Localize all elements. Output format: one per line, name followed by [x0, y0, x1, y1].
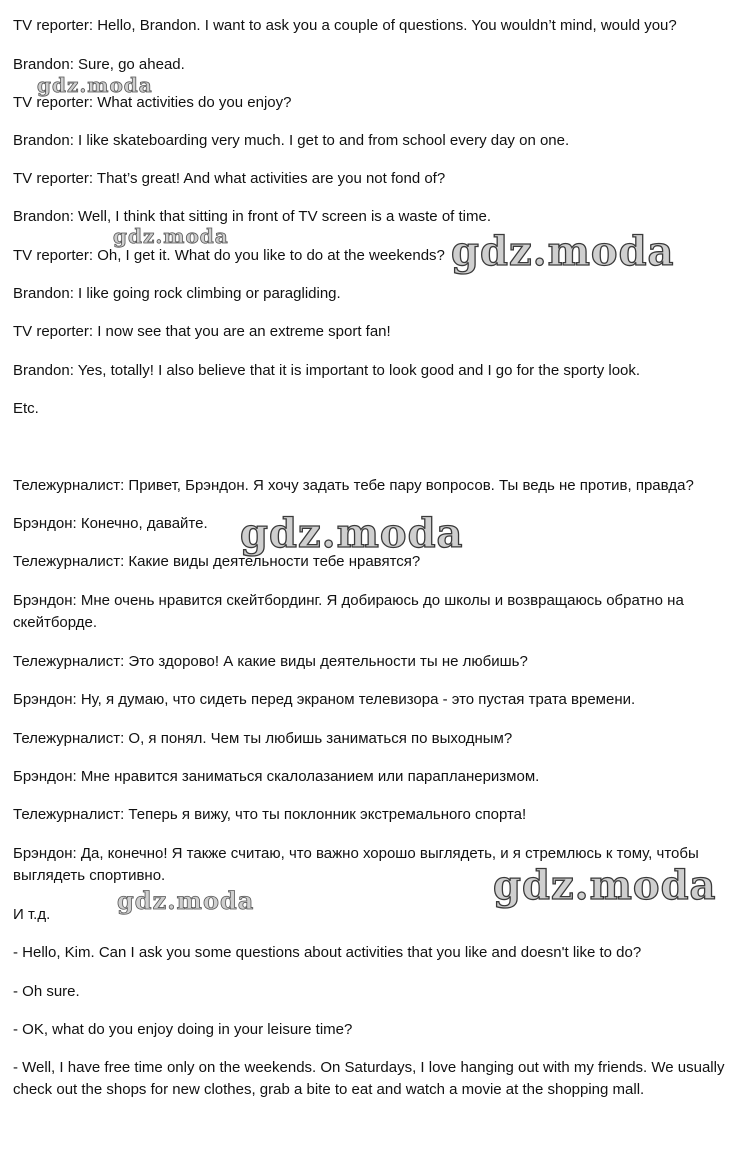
dialogue-line-ru-7: Тележурналист: О, я понял. Чем ты любишь заниматься по выходным? [13, 730, 513, 747]
dialogue-line-kim-2: - Oh sure. [13, 983, 80, 1000]
dialogue-line-ru-10: Брэндон: Да, конечно! Я также считаю, что важно хорошо выглядеть, и я стремлюсь к тому, чтобы выглядеть спортивно. [13, 845, 699, 884]
dialogue-line-ru-9: Тележурналист: Теперь я вижу, что ты поклонник экстремального спорта! [13, 806, 527, 823]
dialogue-line-ru-6: Брэндон: Ну, я думаю, что сидеть перед экраном телевизора - это пустая трата времени. [13, 691, 636, 708]
dialogue-line-kim-4: - Well, I have free time only on the weekends. On Saturdays, I love hanging out with my friends. We usually check out the shops for new clothes, grab a bite to eat and watch a movie at the shopping mall. [13, 1059, 725, 1098]
dialogue-line-en-4: Brandon: I like skateboarding very much. I get to and from school every day on one. [13, 132, 570, 149]
dialogue-line-en-8: Brandon: I like going rock climbing or paragliding. [13, 285, 341, 302]
watermark-logo: gdz.moda [493, 862, 717, 909]
watermark-logo: gdz.moda [37, 73, 153, 97]
dialogue-line-ru-2: Брэндон: Конечно, давайте. [13, 515, 208, 532]
dialogue-line-ru-5: Тележурналист: Это здорово! А какие виды деятельности ты не любишь? [13, 653, 528, 670]
watermark-logo: gdz.moda [451, 228, 675, 275]
dialogue-line-ru-8: Брэндон: Мне нравится заниматься скалолазанием или парапланеризмом. [13, 768, 540, 785]
dialogue-line-en-3: TV reporter: What activities do you enjoy? [13, 94, 292, 111]
dialogue-line-kim-1: - Hello, Kim. Can I ask you some questions about activities that you like and doesn't like to do? [13, 944, 642, 961]
dialogue-line-en-9: TV reporter: I now see that you are an extreme sport fan! [13, 323, 391, 340]
watermark-logo: gdz.moda [117, 886, 255, 915]
dialogue-line-en-7: TV reporter: Oh, I get it. What do you like to do at the weekends? [13, 247, 445, 264]
watermark-logo: gdz.moda [113, 224, 229, 248]
watermark-logo: gdz.moda [240, 510, 464, 557]
dialogue-line-ru-4: Брэндон: Мне очень нравится скейтбординг. Я добираюсь до школы и возвращаюсь обратно на скейтборде. [13, 592, 684, 631]
dialogue-line-en-5: TV reporter: That’s great! And what activities are you not fond of? [13, 170, 446, 187]
dialogue-line-en-1: TV reporter: Hello, Brandon. I want to ask you a couple of questions. You wouldn’t mind, would you? [13, 17, 677, 34]
dialogue-line-en-etc: Etc. [13, 400, 39, 417]
dialogue-line-en-2: Brandon: Sure, go ahead. [13, 56, 185, 73]
dialogue-line-ru-etc: И т.д. [13, 906, 51, 923]
dialogue-line-ru-3: Тележурналист: Какие виды деятельности тебе нравятся? [13, 553, 421, 570]
dialogue-line-ru-1: Тележурналист: Привет, Брэндон. Я хочу задать тебе пару вопросов. Ты ведь не против, правда? [13, 477, 694, 494]
dialogue-line-kim-3: - OK, what do you enjoy doing in your leisure time? [13, 1021, 353, 1038]
dialogue-line-en-6: Brandon: Well, I think that sitting in front of TV screen is a waste of time. [13, 208, 492, 225]
dialogue-line-en-10: Brandon: Yes, totally! I also believe that it is important to look good and I go for the sporty look. [13, 362, 641, 379]
